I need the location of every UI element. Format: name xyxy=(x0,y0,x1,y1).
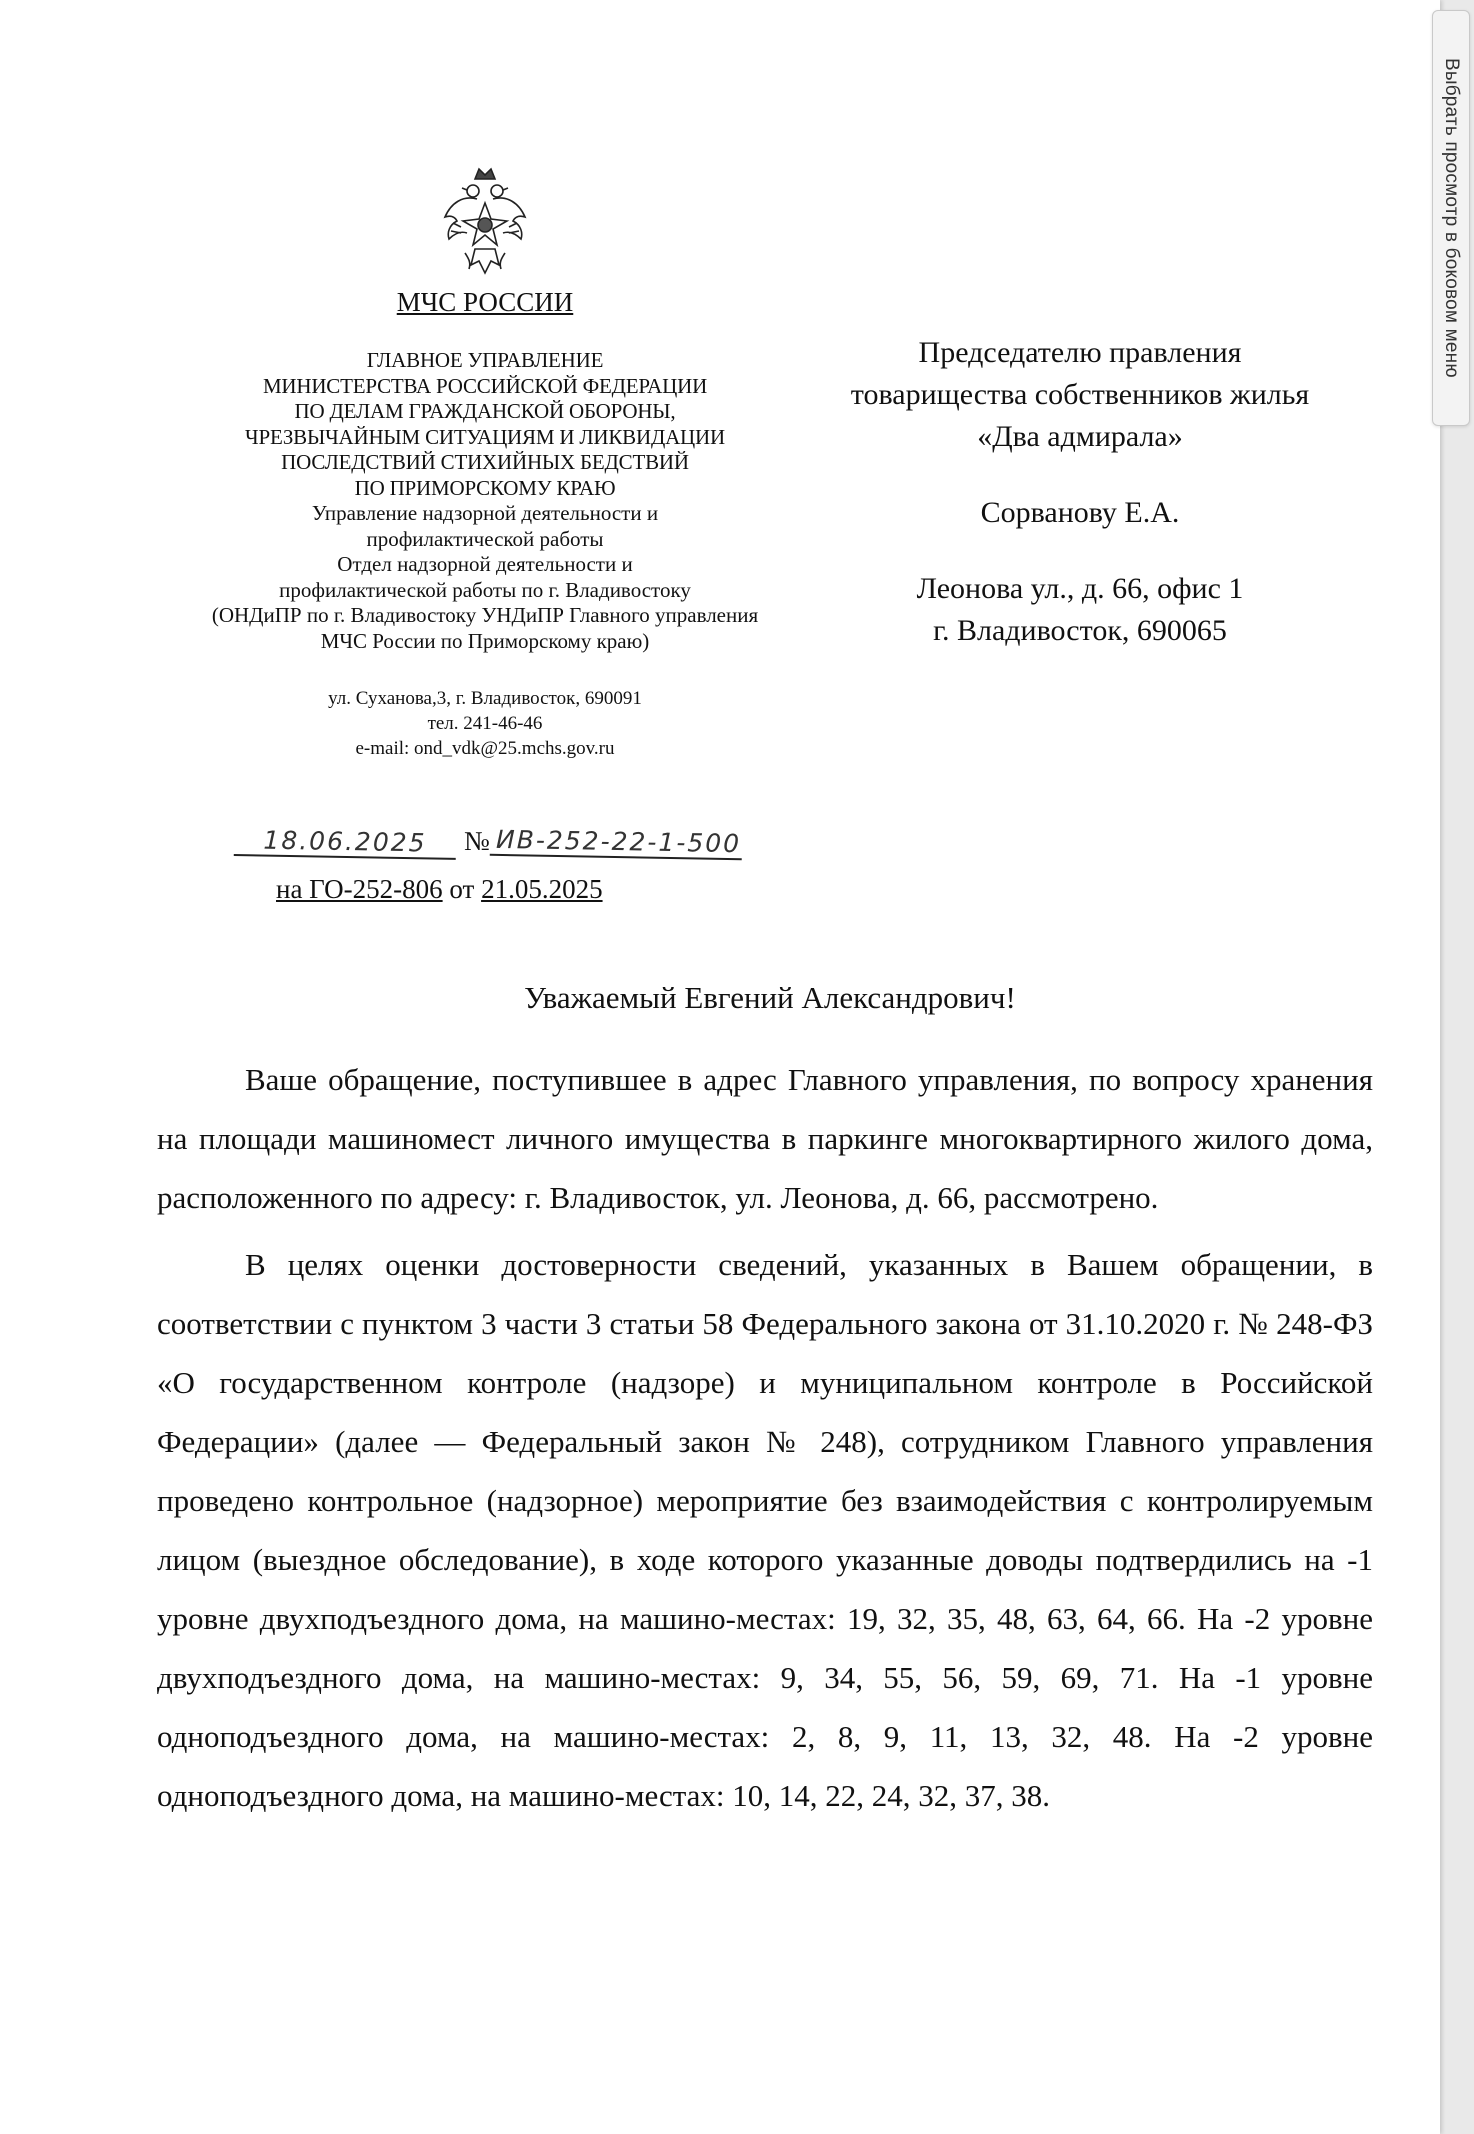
org-phone: тел. 241-46-46 xyxy=(427,713,543,734)
registration-line xyxy=(234,826,742,858)
reference-from: от xyxy=(449,874,475,904)
side-view-button[interactable] xyxy=(1432,10,1470,426)
paragraph: Ваше обращение, поступившее в адрес Главного управления, по вопросу хранения на площади машиномест личного имущества в паркинге многоквартирного жилого дома, расположенного по адресу: г. Владивосток, ул. Леонова, д. 66, рассмотрено. xyxy=(157,1062,1373,1215)
org-line: ПО ДЕЛАМ ГРАЖДАНСКОЙ ОБОРОНЫ, xyxy=(294,399,676,423)
org-line: ПОСЛЕДСТВИЙ СТИХИЙНЫХ БЕДСТВИЙ xyxy=(281,450,689,474)
org-line: МЧС России по Приморскому краю) xyxy=(320,628,650,653)
handwritten-number: ИВ-252-22-1-500 xyxy=(490,825,743,860)
letter-body xyxy=(157,1050,1373,1825)
recipient-city: г. Владивосток, 690065 xyxy=(933,614,1227,647)
paragraph: В целях оценки достоверности сведений, указанных в Вашем обращении, в соответствии с пунктом 3 части 3 статьи 58 Федерального закона от 31.10.2020 г. № 248-ФЗ «О государственном контроле (надзоре) и муниципальном контроле в Российской Федерации» (далее — Федеральный закон № 248), сотрудником Главного управления проведено контрольное (надзорное) мероприятие без взаимодействия с контролируемым лицом (выездное обследование), в ходе которого указанные доводы подтвердились на -1 уровне двухподъездного дома, на машино-местах: 19, 32, 35, 48, 63, 64, 66. На -2 уровне двухподъездного дома, на машино-местах: 9, 34, 55, 56, 59, 69, 71. На -1 уровне одноподъездного дома, на машино-местах: 2, 8, 9, 11, 13, 32, 48. На -2 уровне одноподъездного дома, на машино-местах: 10, 14, 22, 24, 32, 37, 38. xyxy=(157,1247,1373,1813)
reference-line xyxy=(276,874,603,905)
org-line: Отдел надзорной деятельности и xyxy=(337,552,633,576)
reference-number: на ГО-252-806 xyxy=(276,874,443,904)
org-line: профилактической работы по г. Владивостоку xyxy=(279,577,691,602)
handwritten-date: 18.06.2025 xyxy=(234,825,457,860)
org-line: (ОНДиПР по г. Владивостоку УНДиПР Главного управления xyxy=(211,603,759,627)
recipient-block xyxy=(800,332,1360,652)
recipient-address: Леонова ул., д. 66, офис 1 xyxy=(916,572,1244,605)
org-line: МИНИСТЕРСТВА РОССИЙСКОЙ ФЕДЕРАЦИИ xyxy=(262,373,708,398)
mchs-emblem-icon xyxy=(435,165,535,283)
recipient-line: «Два адмирала» xyxy=(977,420,1183,453)
org-title: МЧС РОССИИ xyxy=(396,287,574,317)
recipient-line: товарищества собственников жилья xyxy=(850,378,1310,411)
salutation: Уважаемый Евгений Александрович! xyxy=(524,980,1016,1015)
org-contact xyxy=(170,686,800,761)
org-details xyxy=(170,348,800,654)
recipient-line: Председателю правления xyxy=(918,336,1242,369)
reference-date: 21.05.2025 xyxy=(481,874,603,904)
org-line: ГЛАВНОЕ УПРАВЛЕНИЕ xyxy=(366,348,604,372)
org-line: Управление надзорной деятельности и xyxy=(311,501,659,525)
side-view-label: Выбрать просмотр в боковом меню xyxy=(1441,58,1462,378)
org-line: профилактической работы xyxy=(366,526,604,551)
org-address: ул. Суханова,3, г. Владивосток, 690091 xyxy=(328,688,642,709)
number-sign: № xyxy=(464,826,490,856)
recipient-name: Сорванову Е.А. xyxy=(980,496,1180,529)
org-line: ПО ПРИМОРСКОМУ КРАЮ xyxy=(354,475,616,500)
org-email: e-mail: ond_vdk@25.mchs.gov.ru xyxy=(355,738,615,759)
org-line: ЧРЕЗВЫЧАЙНЫМ СИТУАЦИЯМ И ЛИКВИДАЦИИ xyxy=(245,424,725,449)
